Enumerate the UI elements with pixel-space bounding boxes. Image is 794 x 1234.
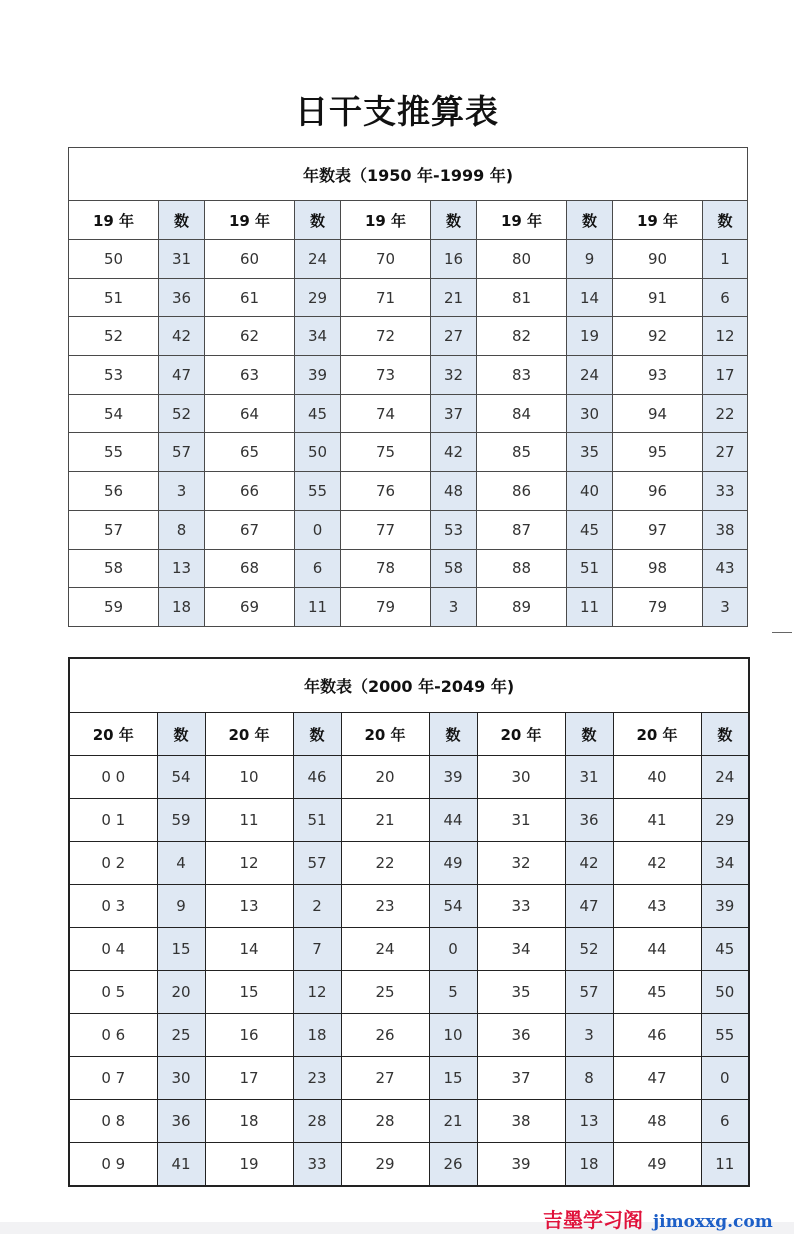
year-cell: 38 bbox=[477, 1100, 565, 1143]
header-row bbox=[69, 201, 748, 240]
number-cell: 13 bbox=[159, 549, 205, 588]
year-cell: 31 bbox=[477, 799, 565, 842]
year-cell: 29 bbox=[341, 1143, 429, 1187]
table-row bbox=[69, 885, 749, 928]
year-cell: 93 bbox=[613, 356, 703, 395]
year-cell: 0 9 bbox=[69, 1143, 157, 1187]
year-cell: 78 bbox=[341, 549, 431, 588]
year-cell: 83 bbox=[477, 356, 567, 395]
number-cell: 0 bbox=[701, 1057, 749, 1100]
number-cell: 33 bbox=[703, 472, 748, 511]
table-row bbox=[69, 472, 748, 511]
year-cell: 13 bbox=[205, 885, 293, 928]
number-cell: 7 bbox=[293, 928, 341, 971]
year-cell: 0 7 bbox=[69, 1057, 157, 1100]
year-cell: 59 bbox=[69, 588, 159, 627]
year-cell: 66 bbox=[205, 472, 295, 511]
year-cell: 22 bbox=[341, 842, 429, 885]
number-cell: 14 bbox=[567, 278, 613, 317]
year-table-1950-1999 bbox=[68, 147, 748, 627]
year-cell: 10 bbox=[205, 756, 293, 799]
header-year: 20 年 bbox=[613, 713, 701, 756]
number-cell: 57 bbox=[293, 842, 341, 885]
year-cell: 15 bbox=[205, 971, 293, 1014]
number-cell: 18 bbox=[159, 588, 205, 627]
number-cell: 1 bbox=[703, 240, 748, 279]
year-cell: 97 bbox=[613, 510, 703, 549]
table-row bbox=[69, 1057, 749, 1100]
year-cell: 25 bbox=[341, 971, 429, 1014]
year-cell: 71 bbox=[341, 278, 431, 317]
header-year: 19 年 bbox=[341, 201, 431, 240]
year-cell: 0 3 bbox=[69, 885, 157, 928]
year-cell: 91 bbox=[613, 278, 703, 317]
number-cell: 49 bbox=[429, 842, 477, 885]
year-cell: 51 bbox=[69, 278, 159, 317]
year-cell: 39 bbox=[477, 1143, 565, 1187]
number-cell: 15 bbox=[429, 1057, 477, 1100]
year-cell: 0 0 bbox=[69, 756, 157, 799]
number-cell: 39 bbox=[429, 756, 477, 799]
number-cell: 10 bbox=[429, 1014, 477, 1057]
number-cell: 6 bbox=[295, 549, 341, 588]
number-cell: 50 bbox=[295, 433, 341, 472]
year-cell: 45 bbox=[613, 971, 701, 1014]
year-cell: 86 bbox=[477, 472, 567, 511]
number-cell: 18 bbox=[293, 1014, 341, 1057]
year-cell: 47 bbox=[613, 1057, 701, 1100]
year-cell: 87 bbox=[477, 510, 567, 549]
number-cell: 47 bbox=[565, 885, 613, 928]
table-row bbox=[69, 588, 748, 627]
number-cell: 35 bbox=[567, 433, 613, 472]
number-cell: 47 bbox=[159, 356, 205, 395]
table-row bbox=[69, 928, 749, 971]
header-number: 数 bbox=[157, 713, 205, 756]
header-number: 数 bbox=[565, 713, 613, 756]
number-cell: 12 bbox=[293, 971, 341, 1014]
header-number: 数 bbox=[159, 201, 205, 240]
number-cell: 28 bbox=[293, 1100, 341, 1143]
number-cell: 52 bbox=[565, 928, 613, 971]
year-cell: 0 6 bbox=[69, 1014, 157, 1057]
page-title: 日干支推算表 bbox=[295, 92, 499, 131]
number-cell: 6 bbox=[701, 1100, 749, 1143]
year-cell: 65 bbox=[205, 433, 295, 472]
year-cell: 89 bbox=[477, 588, 567, 627]
header-year: 20 年 bbox=[341, 713, 429, 756]
year-cell: 53 bbox=[69, 356, 159, 395]
number-cell: 16 bbox=[431, 240, 477, 279]
header-year: 19 年 bbox=[205, 201, 295, 240]
year-cell: 70 bbox=[341, 240, 431, 279]
year-cell: 28 bbox=[341, 1100, 429, 1143]
number-cell: 0 bbox=[429, 928, 477, 971]
year-cell: 24 bbox=[341, 928, 429, 971]
number-cell: 29 bbox=[295, 278, 341, 317]
header-number: 数 bbox=[295, 201, 341, 240]
year-cell: 0 1 bbox=[69, 799, 157, 842]
year-cell: 40 bbox=[613, 756, 701, 799]
year-cell: 32 bbox=[477, 842, 565, 885]
number-cell: 4 bbox=[157, 842, 205, 885]
year-cell: 52 bbox=[69, 317, 159, 356]
number-cell: 3 bbox=[565, 1014, 613, 1057]
year-cell: 43 bbox=[613, 885, 701, 928]
number-cell: 8 bbox=[565, 1057, 613, 1100]
year-cell: 30 bbox=[477, 756, 565, 799]
number-cell: 29 bbox=[701, 799, 749, 842]
number-cell: 43 bbox=[703, 549, 748, 588]
year-cell: 27 bbox=[341, 1057, 429, 1100]
number-cell: 19 bbox=[567, 317, 613, 356]
number-cell: 24 bbox=[567, 356, 613, 395]
header-year: 19 年 bbox=[613, 201, 703, 240]
number-cell: 0 bbox=[295, 510, 341, 549]
number-cell: 6 bbox=[703, 278, 748, 317]
year-cell: 50 bbox=[69, 240, 159, 279]
year-cell: 76 bbox=[341, 472, 431, 511]
year-cell: 90 bbox=[613, 240, 703, 279]
year-cell: 49 bbox=[613, 1143, 701, 1187]
table-row bbox=[69, 240, 748, 279]
number-cell: 36 bbox=[159, 278, 205, 317]
number-cell: 11 bbox=[567, 588, 613, 627]
header-year: 20 年 bbox=[205, 713, 293, 756]
number-cell: 51 bbox=[567, 549, 613, 588]
year-cell: 82 bbox=[477, 317, 567, 356]
year-cell: 80 bbox=[477, 240, 567, 279]
number-cell: 45 bbox=[567, 510, 613, 549]
number-cell: 59 bbox=[157, 799, 205, 842]
year-cell: 64 bbox=[205, 394, 295, 433]
year-cell: 74 bbox=[341, 394, 431, 433]
number-cell: 15 bbox=[157, 928, 205, 971]
number-cell: 36 bbox=[157, 1100, 205, 1143]
year-cell: 23 bbox=[341, 885, 429, 928]
year-cell: 57 bbox=[69, 510, 159, 549]
table-row bbox=[69, 394, 748, 433]
year-cell: 95 bbox=[613, 433, 703, 472]
year-cell: 17 bbox=[205, 1057, 293, 1100]
number-cell: 31 bbox=[159, 240, 205, 279]
number-cell: 52 bbox=[159, 394, 205, 433]
year-cell: 18 bbox=[205, 1100, 293, 1143]
year-cell: 79 bbox=[613, 588, 703, 627]
year-cell: 94 bbox=[613, 394, 703, 433]
number-cell: 57 bbox=[565, 971, 613, 1014]
number-cell: 50 bbox=[701, 971, 749, 1014]
number-cell: 42 bbox=[159, 317, 205, 356]
year-cell: 88 bbox=[477, 549, 567, 588]
number-cell: 23 bbox=[293, 1057, 341, 1100]
number-cell: 27 bbox=[703, 433, 748, 472]
table-row bbox=[69, 433, 748, 472]
number-cell: 11 bbox=[701, 1143, 749, 1187]
number-cell: 36 bbox=[565, 799, 613, 842]
number-cell: 42 bbox=[431, 433, 477, 472]
year-cell: 92 bbox=[613, 317, 703, 356]
year-cell: 42 bbox=[613, 842, 701, 885]
table-row bbox=[69, 1143, 749, 1187]
number-cell: 40 bbox=[567, 472, 613, 511]
year-cell: 67 bbox=[205, 510, 295, 549]
number-cell: 3 bbox=[703, 588, 748, 627]
year-cell: 68 bbox=[205, 549, 295, 588]
year-cell: 48 bbox=[613, 1100, 701, 1143]
year-cell: 26 bbox=[341, 1014, 429, 1057]
table-row bbox=[69, 799, 749, 842]
year-cell: 14 bbox=[205, 928, 293, 971]
number-cell: 55 bbox=[295, 472, 341, 511]
number-cell: 26 bbox=[429, 1143, 477, 1187]
year-cell: 85 bbox=[477, 433, 567, 472]
number-cell: 27 bbox=[431, 317, 477, 356]
table-row bbox=[69, 842, 749, 885]
number-cell: 46 bbox=[293, 756, 341, 799]
year-cell: 36 bbox=[477, 1014, 565, 1057]
number-cell: 55 bbox=[701, 1014, 749, 1057]
number-cell: 41 bbox=[157, 1143, 205, 1187]
number-cell: 45 bbox=[701, 928, 749, 971]
table-row bbox=[69, 317, 748, 356]
number-cell: 5 bbox=[429, 971, 477, 1014]
table-row bbox=[69, 1014, 749, 1057]
table-row bbox=[69, 549, 748, 588]
number-cell: 34 bbox=[295, 317, 341, 356]
table-row bbox=[69, 510, 748, 549]
year-cell: 0 8 bbox=[69, 1100, 157, 1143]
year-cell: 55 bbox=[69, 433, 159, 472]
year-cell: 73 bbox=[341, 356, 431, 395]
number-cell: 39 bbox=[701, 885, 749, 928]
number-cell: 42 bbox=[565, 842, 613, 885]
year-cell: 44 bbox=[613, 928, 701, 971]
year-cell: 20 bbox=[341, 756, 429, 799]
table-row bbox=[69, 756, 749, 799]
table-row bbox=[69, 278, 748, 317]
watermark bbox=[543, 1204, 773, 1232]
number-cell: 24 bbox=[295, 240, 341, 279]
table-row bbox=[69, 356, 748, 395]
number-cell: 30 bbox=[157, 1057, 205, 1100]
year-cell: 37 bbox=[477, 1057, 565, 1100]
number-cell: 48 bbox=[431, 472, 477, 511]
header-year: 19 年 bbox=[69, 201, 159, 240]
header-row bbox=[69, 713, 749, 756]
year-cell: 41 bbox=[613, 799, 701, 842]
year-table-2000-2049 bbox=[68, 657, 750, 1187]
header-number: 数 bbox=[431, 201, 477, 240]
number-cell: 58 bbox=[431, 549, 477, 588]
number-cell: 45 bbox=[295, 394, 341, 433]
header-number: 数 bbox=[429, 713, 477, 756]
number-cell: 54 bbox=[157, 756, 205, 799]
number-cell: 21 bbox=[429, 1100, 477, 1143]
number-cell: 9 bbox=[567, 240, 613, 279]
year-cell: 54 bbox=[69, 394, 159, 433]
number-cell: 53 bbox=[431, 510, 477, 549]
year-cell: 77 bbox=[341, 510, 431, 549]
table-caption: 年数表（1950 年-1999 年) bbox=[69, 148, 748, 201]
watermark-url: jimoxxg.com bbox=[653, 1212, 773, 1232]
number-cell: 21 bbox=[431, 278, 477, 317]
watermark-name: 吉墨学习阁 bbox=[543, 1208, 643, 1232]
number-cell: 37 bbox=[431, 394, 477, 433]
number-cell: 24 bbox=[701, 756, 749, 799]
number-cell: 39 bbox=[295, 356, 341, 395]
year-cell: 0 2 bbox=[69, 842, 157, 885]
number-cell: 3 bbox=[431, 588, 477, 627]
year-cell: 34 bbox=[477, 928, 565, 971]
year-cell: 72 bbox=[341, 317, 431, 356]
number-cell: 9 bbox=[157, 885, 205, 928]
number-cell: 11 bbox=[295, 588, 341, 627]
number-cell: 17 bbox=[703, 356, 748, 395]
number-cell: 12 bbox=[703, 317, 748, 356]
year-cell: 46 bbox=[613, 1014, 701, 1057]
number-cell: 20 bbox=[157, 971, 205, 1014]
number-cell: 18 bbox=[565, 1143, 613, 1187]
number-cell: 51 bbox=[293, 799, 341, 842]
number-cell: 25 bbox=[157, 1014, 205, 1057]
number-cell: 13 bbox=[565, 1100, 613, 1143]
number-cell: 44 bbox=[429, 799, 477, 842]
number-cell: 22 bbox=[703, 394, 748, 433]
header-number: 数 bbox=[567, 201, 613, 240]
year-cell: 61 bbox=[205, 278, 295, 317]
header-year: 20 年 bbox=[477, 713, 565, 756]
year-cell: 69 bbox=[205, 588, 295, 627]
table-row bbox=[69, 971, 749, 1014]
number-cell: 2 bbox=[293, 885, 341, 928]
table-row bbox=[69, 1100, 749, 1143]
year-cell: 58 bbox=[69, 549, 159, 588]
table-caption: 年数表（2000 年-2049 年) bbox=[69, 658, 749, 713]
number-cell: 33 bbox=[293, 1143, 341, 1187]
number-cell: 8 bbox=[159, 510, 205, 549]
year-cell: 0 4 bbox=[69, 928, 157, 971]
year-cell: 0 5 bbox=[69, 971, 157, 1014]
number-cell: 34 bbox=[701, 842, 749, 885]
year-cell: 84 bbox=[477, 394, 567, 433]
year-cell: 75 bbox=[341, 433, 431, 472]
year-cell: 12 bbox=[205, 842, 293, 885]
year-cell: 63 bbox=[205, 356, 295, 395]
year-cell: 60 bbox=[205, 240, 295, 279]
year-cell: 21 bbox=[341, 799, 429, 842]
number-cell: 31 bbox=[565, 756, 613, 799]
header-number: 数 bbox=[293, 713, 341, 756]
year-cell: 11 bbox=[205, 799, 293, 842]
number-cell: 54 bbox=[429, 885, 477, 928]
number-cell: 57 bbox=[159, 433, 205, 472]
header-year: 20 年 bbox=[69, 713, 157, 756]
number-cell: 30 bbox=[567, 394, 613, 433]
edge-divider bbox=[772, 632, 792, 633]
year-cell: 19 bbox=[205, 1143, 293, 1187]
year-cell: 16 bbox=[205, 1014, 293, 1057]
header-year: 19 年 bbox=[477, 201, 567, 240]
number-cell: 38 bbox=[703, 510, 748, 549]
year-cell: 98 bbox=[613, 549, 703, 588]
year-cell: 81 bbox=[477, 278, 567, 317]
header-number: 数 bbox=[703, 201, 748, 240]
year-cell: 33 bbox=[477, 885, 565, 928]
header-number: 数 bbox=[701, 713, 749, 756]
year-cell: 96 bbox=[613, 472, 703, 511]
year-cell: 62 bbox=[205, 317, 295, 356]
number-cell: 32 bbox=[431, 356, 477, 395]
year-cell: 79 bbox=[341, 588, 431, 627]
number-cell: 3 bbox=[159, 472, 205, 511]
year-cell: 56 bbox=[69, 472, 159, 511]
year-cell: 35 bbox=[477, 971, 565, 1014]
